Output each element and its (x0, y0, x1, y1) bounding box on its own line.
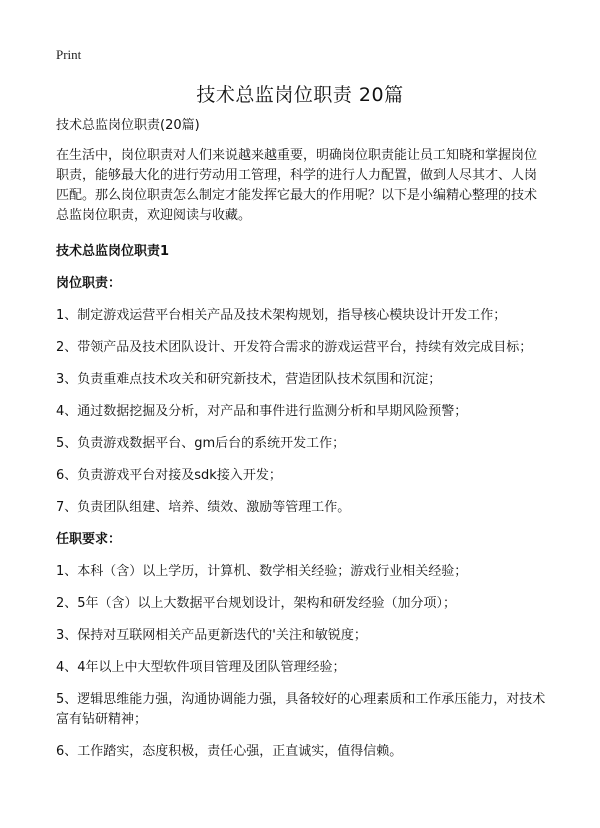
duty-item: 7、负责团队组建、培养、绩效、激励等管理工作。 (56, 500, 351, 515)
requirement-item: 5、逻辑思维能力强，沟通协调能力强，具备较好的心理素质和工作承压能力，对技术富有钻研精神； (56, 692, 546, 727)
intro-paragraph: 在生活中，岗位职责对人们来说越来越重要，明确岗位职责能让员工知晓和掌握岗位职责，能够最大化的进行劳动用工管理，科学的进行人力配置，做到人尽其才、人岗匹配。那么岗位职责怎么制定才能发挥它最大的作用呢？以下是小编精心整理的技术总监岗位职责，欢迎阅读与收藏。 (56, 148, 538, 223)
document-content (56, 116, 546, 774)
duty-item: 5、负责游戏数据平台、gm后台的系统开发工作； (56, 436, 346, 451)
requirement-item: 4、4年以上中大型软件项目管理及团队管理经验； (56, 660, 346, 675)
section-title: 技术总监岗位职责1 (56, 244, 170, 259)
requirements-heading: 任职要求： (56, 532, 122, 547)
document-title: 技术总监岗位职责 20篇 (196, 84, 404, 106)
duties-list (56, 306, 546, 518)
duty-item: 2、带领产品及技术团队设计、开发符合需求的游戏运营平台，持续有效完成目标； (56, 340, 533, 355)
duties-heading: 岗位职责： (56, 276, 122, 291)
duty-item: 3、负责重难点技术攻关和研究新技术，营造团队技术氛围和沉淀； (56, 372, 442, 387)
print-label: Print (56, 47, 82, 62)
requirement-item: 3、保持对互联网相关产品更新迭代的'关注和敏锐度； (56, 628, 367, 643)
requirements-list (56, 562, 546, 762)
document-subtitle: 技术总监岗位职责(20篇) (56, 118, 200, 133)
requirement-item: 2、5年（含）以上大数据平台规划设计，架构和研发经验（加分项）； (56, 596, 457, 611)
duty-item: 1、制定游戏运营平台相关产品及技术架构规划，指导核心模块设计开发工作； (56, 308, 507, 323)
duty-item: 4、通过数据挖掘及分析，对产品和事件进行监测分析和早期风险预警； (56, 404, 468, 419)
requirement-item: 6、工作踏实，态度积极，责任心强，正直诚实，值得信赖。 (56, 744, 403, 759)
requirement-item: 1、本科（含）以上学历，计算机、数学相关经验；游戏行业相关经验； (56, 564, 468, 579)
duty-item: 6、负责游戏平台对接及sdk接入开发； (56, 468, 282, 483)
